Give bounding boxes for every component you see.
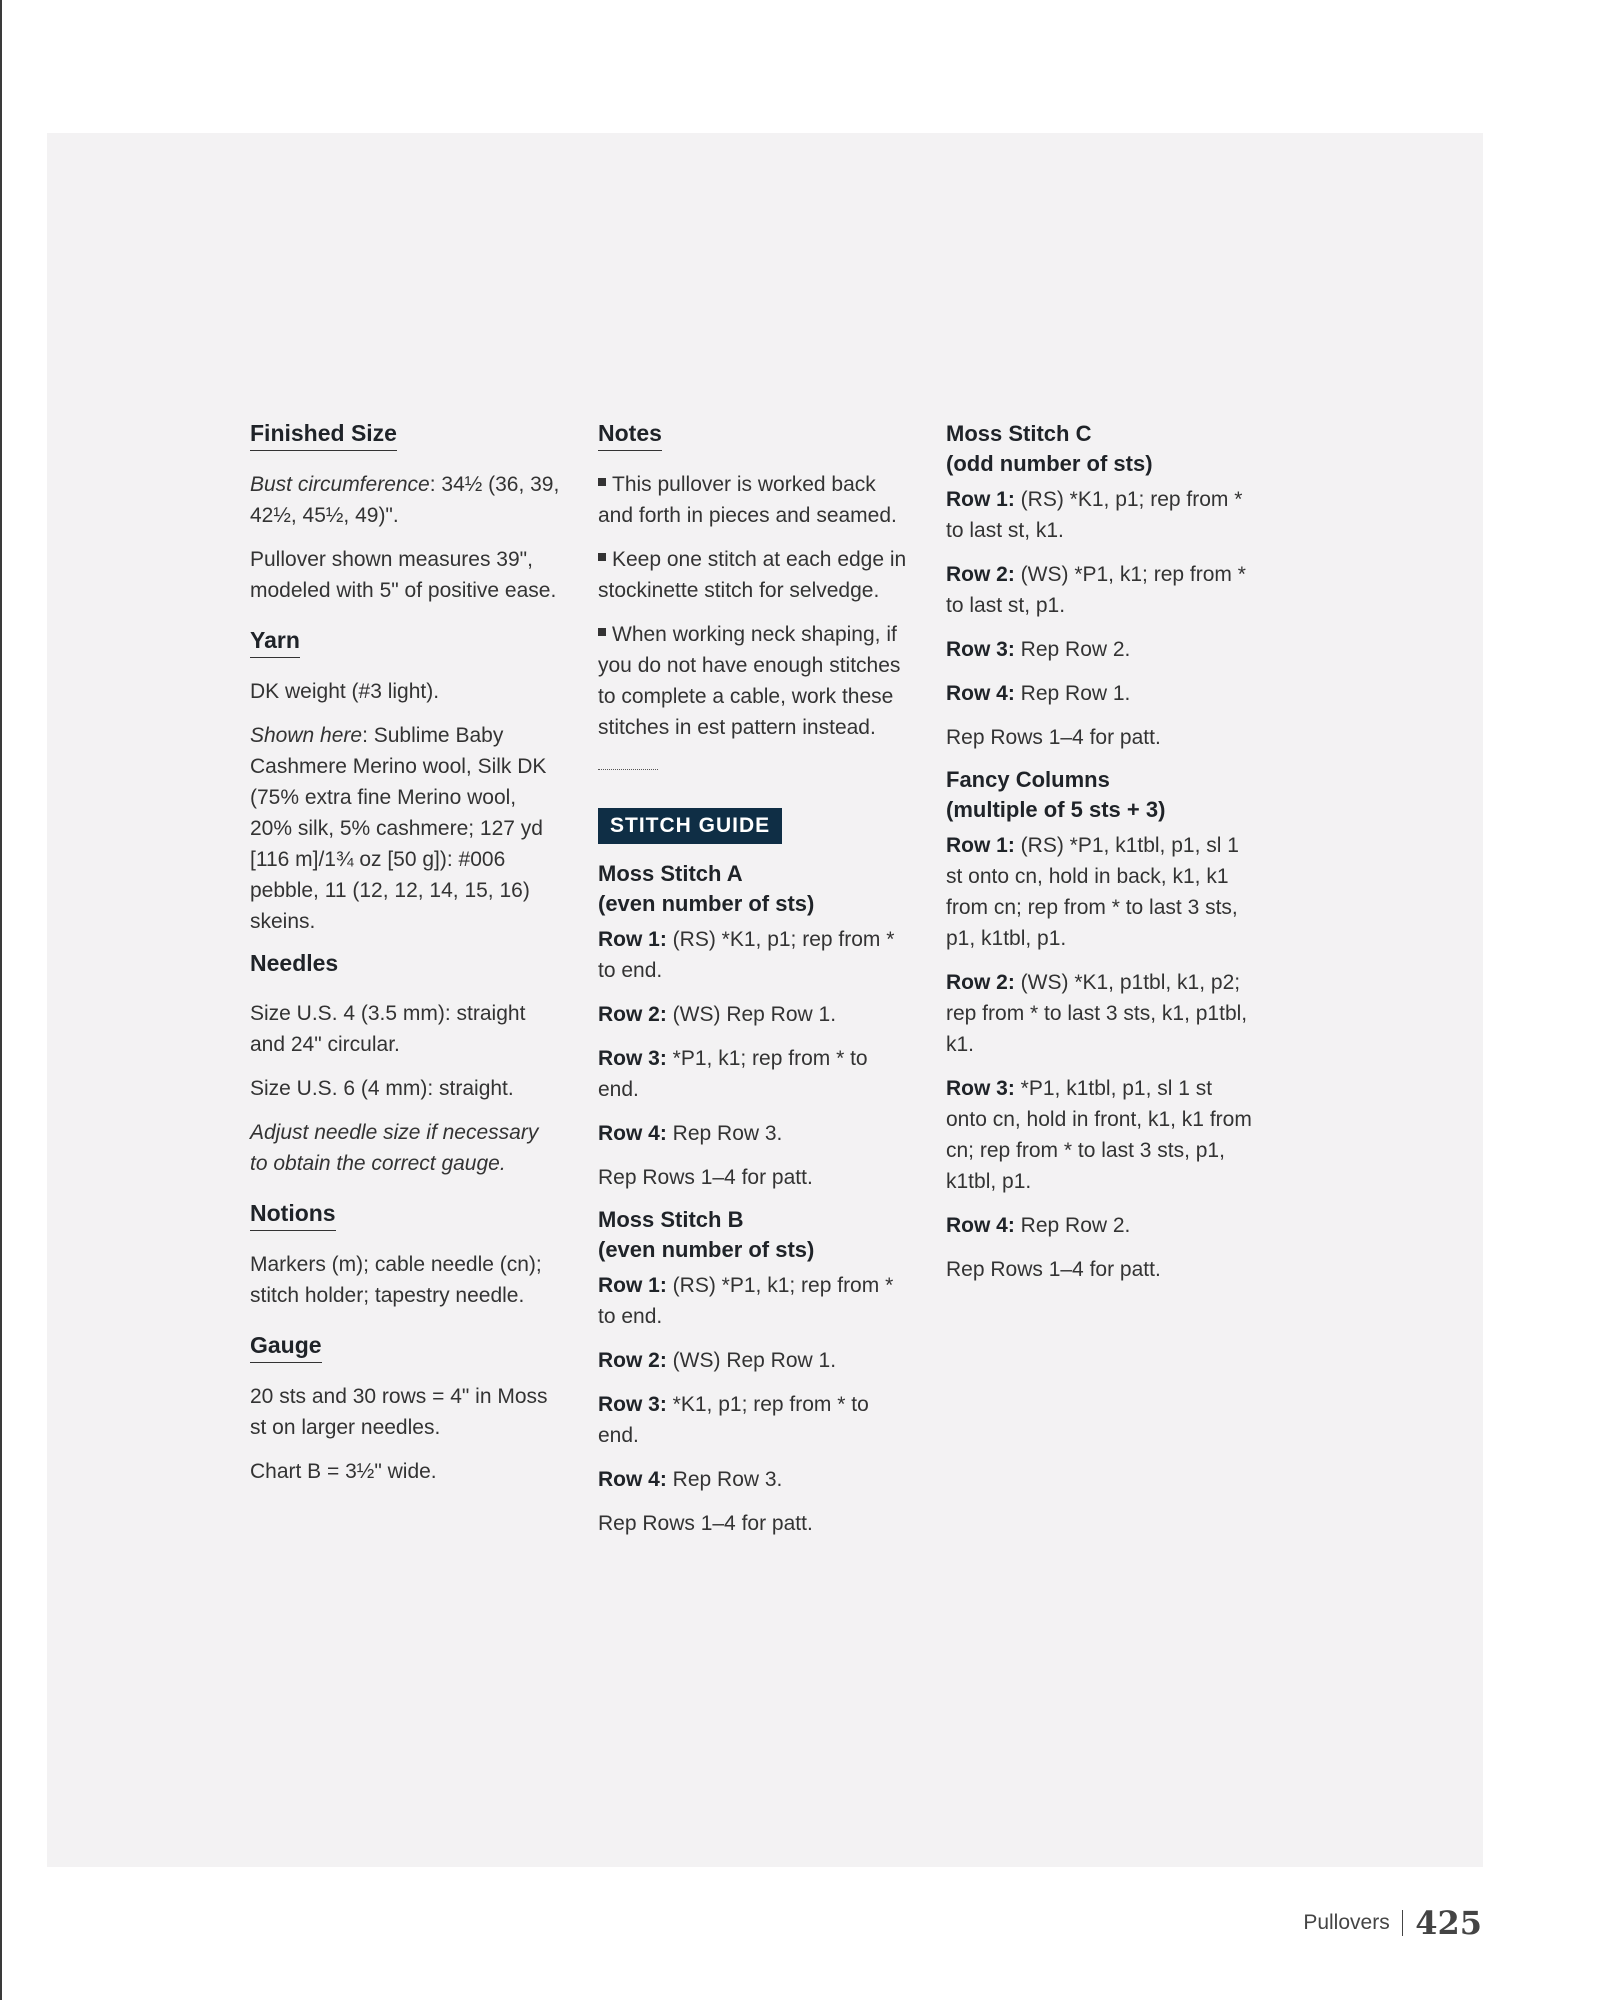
moss-c-title: Moss Stitch C <box>946 421 1092 446</box>
gauge-line-2: Chart B = 3½" wide. <box>250 1460 437 1483</box>
yarn-weight: DK weight (#3 light). <box>250 680 440 703</box>
footer-section-name: Pullovers <box>1303 1911 1390 1934</box>
moss-c-row-1: Row 1: (RS) *K1, p1; rep from * to last st, k1. <box>946 488 1243 542</box>
moss-b-row-1: Row 1: (RS) *P1, k1; rep from * to end. <box>598 1274 894 1328</box>
yarn-heading: Yarn <box>250 627 300 658</box>
moss-b-subtitle: (even number of sts) <box>598 1237 815 1262</box>
moss-b-row-2: Row 2: (WS) Rep Row 1. <box>598 1349 837 1372</box>
moss-a-row-4: Row 4: Rep Row 3. <box>598 1122 783 1145</box>
moss-c-subtitle: (odd number of sts) <box>946 451 1153 476</box>
gauge-line-1: 20 sts and 30 rows = 4" in Moss st on larger needles. <box>250 1385 548 1439</box>
notions-text: Markers (m); cable needle (cn); stitch holder; tapestry needle. <box>250 1253 542 1307</box>
moss-b-repeat: Rep Rows 1–4 for patt. <box>598 1512 813 1535</box>
yarn-shown-here <box>250 720 560 937</box>
moss-c-row-3: Row 3: Rep Row 2. <box>946 638 1131 661</box>
moss-a-row-2: Row 2: (WS) Rep Row 1. <box>598 1003 837 1026</box>
bullet-square-icon <box>598 628 606 636</box>
moss-a-repeat: Rep Rows 1–4 for patt. <box>598 1166 813 1189</box>
fancy-row-3: Row 3: *P1, k1tbl, p1, sl 1 st onto cn, hold in front, k1, k1 from cn; rep from * to last 3 sts, p1, k1tbl, p1. <box>946 1077 1252 1193</box>
bust-label: Bust circumference <box>250 473 430 496</box>
fancy-row-4: Row 4: Rep Row 2. <box>946 1214 1131 1237</box>
moss-a-title: Moss Stitch A <box>598 861 743 886</box>
note-item: When working neck shaping, if you do not have enough stitches to complete a cable, work these stitches in est pattern instead. <box>598 623 901 739</box>
column-stitches <box>946 420 1256 1298</box>
fancy-columns-title: Fancy Columns <box>946 767 1110 792</box>
column-notes <box>598 420 908 1552</box>
gauge-heading: Gauge <box>250 1332 322 1363</box>
stitch-guide-badge: STITCH GUIDE <box>598 808 782 844</box>
fancy-row-1: Row 1: (RS) *P1, k1tbl, p1, sl 1 st onto cn, hold in back, k1, k1 from cn; rep from * to last 3 sts, p1, k1tbl, p1. <box>946 834 1239 950</box>
column-specs <box>250 420 560 1500</box>
shown-here-label: Shown here <box>250 724 363 747</box>
moss-b-row-3: Row 3: *K1, p1; rep from * to end. <box>598 1393 869 1447</box>
dotted-divider <box>598 769 658 770</box>
notes-heading: Notes <box>598 420 662 451</box>
pullover-shown: Pullover shown measures 39", modeled with 5" of positive ease. <box>250 548 557 602</box>
shown-here-value: : Sublime Baby Cashmere Merino wool, Silk DK (75% extra fine Merino wool, 20% silk, 5% cashmere; 127 yd [116 m]/1¾ oz [50 g]): #006 pebble, 11 (12, 12, 14, 15, 16) skeins. <box>250 724 547 933</box>
moss-b-row-4: Row 4: Rep Row 3. <box>598 1468 783 1491</box>
fancy-columns-subtitle: (multiple of 5 sts + 3) <box>946 797 1166 822</box>
moss-a-subtitle: (even number of sts) <box>598 891 815 916</box>
bullet-square-icon <box>598 478 606 486</box>
moss-a-row-1: Row 1: (RS) *K1, p1; rep from * to end. <box>598 928 895 982</box>
needles-heading: Needles <box>250 950 339 976</box>
moss-c-row-2: Row 2: (WS) *P1, k1; rep from * to last st, p1. <box>946 563 1246 617</box>
page-footer <box>1303 1904 1482 1942</box>
footer-divider <box>1402 1910 1404 1936</box>
bullet-square-icon <box>598 553 606 561</box>
notions-heading: Notions <box>250 1200 336 1231</box>
moss-b-title: Moss Stitch B <box>598 1207 744 1232</box>
fancy-repeat: Rep Rows 1–4 for patt. <box>946 1258 1161 1281</box>
moss-c-repeat: Rep Rows 1–4 for patt. <box>946 726 1161 749</box>
needles-line-2: Size U.S. 6 (4 mm): straight. <box>250 1077 514 1100</box>
finished-size-heading: Finished Size <box>250 420 397 451</box>
page-number: 425 <box>1415 1904 1482 1942</box>
bust-circumference <box>250 469 560 531</box>
fancy-row-2: Row 2: (WS) *K1, p1tbl, k1, p2; rep from * to last 3 sts, k1, p1tbl, k1. <box>946 971 1248 1056</box>
note-item: This pullover is worked back and forth in pieces and seamed. <box>598 473 897 527</box>
note-item: Keep one stitch at each edge in stockinette stitch for selvedge. <box>598 548 907 602</box>
bust-value: : 34½ (36, 39, 42½, 45½, 49)". <box>250 473 560 527</box>
moss-c-row-4: Row 4: Rep Row 1. <box>946 682 1131 705</box>
page-edge <box>0 0 2 2000</box>
moss-a-row-3: Row 3: *P1, k1; rep from * to end. <box>598 1047 868 1101</box>
needles-line-3: Adjust needle size if necessary to obtain the correct gauge. <box>250 1121 539 1175</box>
needles-line-1: Size U.S. 4 (3.5 mm): straight and 24" circular. <box>250 1002 526 1056</box>
